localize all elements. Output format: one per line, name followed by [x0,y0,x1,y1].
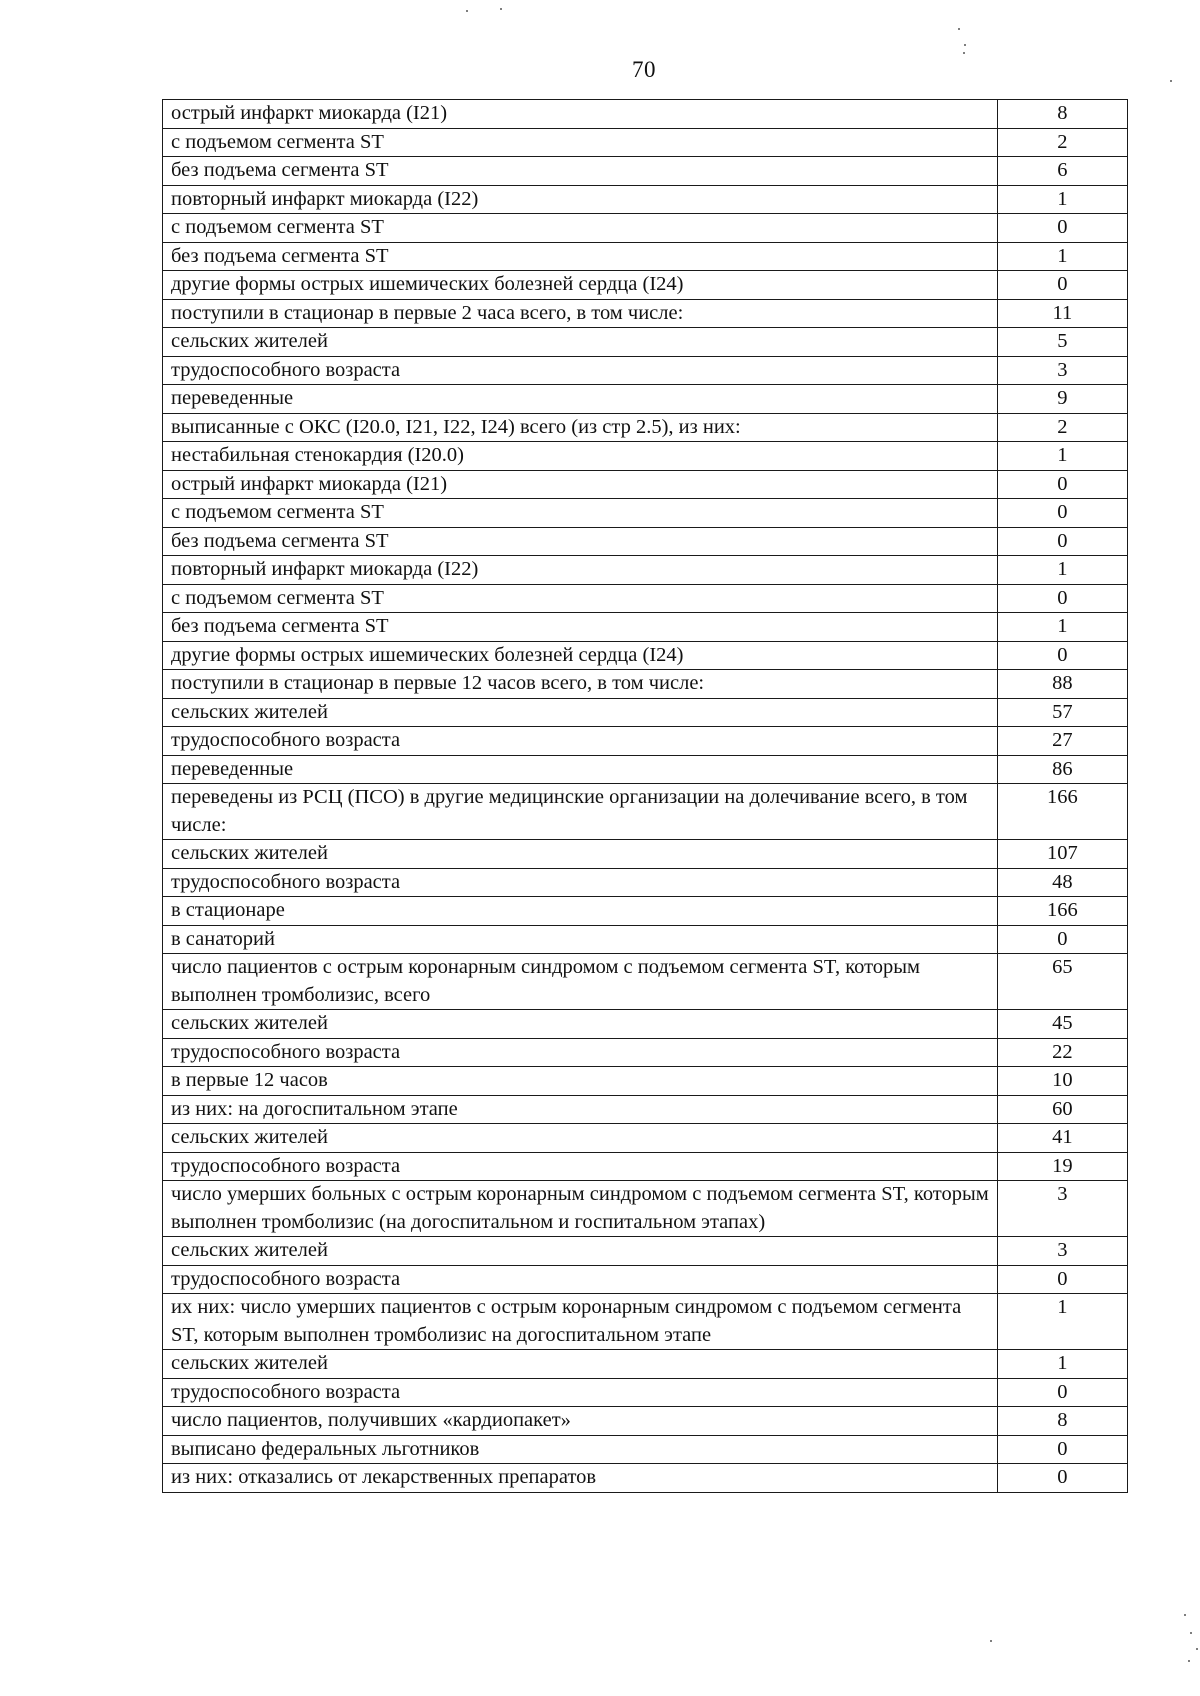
row-label: переведенные [163,385,998,414]
row-label: трудоспособного возраста [163,1265,998,1294]
row-label: выписано федеральных льготников [163,1435,998,1464]
row-label: число пациентов с острым коронарным синдромом с подъемом сегмента ST, которым выполнен тромболизис, всего [163,954,998,1010]
table-row [163,157,1128,186]
row-value: 0 [997,470,1127,499]
row-value: 22 [997,1038,1127,1067]
table-row [163,413,1128,442]
table-row [163,1407,1128,1436]
table-row [163,868,1128,897]
table-row [163,1378,1128,1407]
row-value: 3 [997,1181,1127,1237]
table-row [163,470,1128,499]
row-label: с подъемом сегмента ST [163,584,998,613]
row-label: переведенные [163,755,998,784]
row-value: 0 [997,1464,1127,1493]
row-value: 1 [997,185,1127,214]
row-label: переведены из РСЦ (ПСО) в другие медицинские организации на долечивание всего, в том числе: [163,784,998,840]
row-label: сельских жителей [163,1124,998,1153]
row-label: сельских жителей [163,1010,998,1039]
row-value: 88 [997,670,1127,699]
table-row [163,1067,1128,1096]
row-value: 8 [997,1407,1127,1436]
row-label: их них: число умерших пациентов с острым коронарным синдромом с подъемом сегмента ST, которым выполнен тромболизис на догоспитальном этапе [163,1294,998,1350]
table-row [163,1435,1128,1464]
row-label: трудоспособного возраста [163,1038,998,1067]
row-value: 5 [997,328,1127,357]
row-value: 45 [997,1010,1127,1039]
table-row [163,385,1128,414]
row-label: с подъемом сегмента ST [163,128,998,157]
table-row [163,1124,1128,1153]
table-row [163,784,1128,840]
table-row [163,698,1128,727]
table-row [163,185,1128,214]
row-label: число умерших больных с острым коронарным синдромом с подъемом сегмента ST, которым выполнен тромболизис (на догоспитальном и госпитальном этапах) [163,1181,998,1237]
table-row [163,755,1128,784]
table-row [163,214,1128,243]
row-value: 1 [997,1294,1127,1350]
row-label: из них: на догоспитальном этапе [163,1095,998,1124]
row-value: 1 [997,442,1127,471]
table-row [163,499,1128,528]
statistics-table-body [163,100,1128,1493]
row-value: 166 [997,897,1127,926]
table-row [163,584,1128,613]
statistics-table [162,99,1128,1493]
row-value: 166 [997,784,1127,840]
table-row [163,670,1128,699]
row-value: 27 [997,727,1127,756]
row-label: с подъемом сегмента ST [163,214,998,243]
row-label: сельских жителей [163,1350,998,1379]
row-value: 3 [997,1237,1127,1266]
row-value: 48 [997,868,1127,897]
table-row [163,1294,1128,1350]
row-value: 3 [997,356,1127,385]
row-label: с подъемом сегмента ST [163,499,998,528]
table-row [163,299,1128,328]
table-row [163,1010,1128,1039]
row-label: поступили в стационар в первые 2 часа всего, в том числе: [163,299,998,328]
table-row [163,1152,1128,1181]
table-row [163,128,1128,157]
row-label: в санаторий [163,925,998,954]
row-value: 0 [997,214,1127,243]
table-row [163,1038,1128,1067]
row-value: 0 [997,584,1127,613]
row-label: трудоспособного возраста [163,1152,998,1181]
row-value: 19 [997,1152,1127,1181]
row-label: повторный инфаркт миокарда (I22) [163,556,998,585]
table-row [163,1095,1128,1124]
row-value: 41 [997,1124,1127,1153]
row-label: трудоспособного возраста [163,868,998,897]
row-value: 8 [997,100,1127,129]
row-label: трудоспособного возраста [163,1378,998,1407]
table-row [163,897,1128,926]
row-label: трудоспособного возраста [163,356,998,385]
table-row [163,356,1128,385]
row-label: повторный инфаркт миокарда (I22) [163,185,998,214]
row-value: 0 [997,925,1127,954]
row-value: 60 [997,1095,1127,1124]
row-label: острый инфаркт миокарда (I21) [163,100,998,129]
row-label: сельских жителей [163,328,998,357]
row-value: 2 [997,128,1127,157]
row-label: поступили в стационар в первые 12 часов всего, в том числе: [163,670,998,699]
row-label: число пациентов, получивших «кардиопакет» [163,1407,998,1436]
row-value: 6 [997,157,1127,186]
row-value: 0 [997,1435,1127,1464]
table-row [163,727,1128,756]
table-row [163,1464,1128,1493]
row-label: сельских жителей [163,840,998,869]
table-row [163,328,1128,357]
row-label: в первые 12 часов [163,1067,998,1096]
page-number: 70 [632,57,656,82]
row-value: 86 [997,755,1127,784]
row-value: 9 [997,385,1127,414]
row-value: 1 [997,1350,1127,1379]
table-row [163,1265,1128,1294]
row-label: другие формы острых ишемических болезней сердца (I24) [163,641,998,670]
row-value: 0 [997,1378,1127,1407]
row-label: острый инфаркт миокарда (I21) [163,470,998,499]
row-label: нестабильная стенокардия (I20.0) [163,442,998,471]
table-row [163,100,1128,129]
row-value: 2 [997,413,1127,442]
row-value: 65 [997,954,1127,1010]
table-row [163,271,1128,300]
row-label: сельских жителей [163,1237,998,1266]
row-value: 0 [997,641,1127,670]
row-value: 1 [997,556,1127,585]
row-label: без подъема сегмента ST [163,157,998,186]
table-row [163,1350,1128,1379]
row-label: без подъема сегмента ST [163,527,998,556]
row-value: 1 [997,613,1127,642]
row-label: трудоспособного возраста [163,727,998,756]
table-row [163,1181,1128,1237]
row-label: без подъема сегмента ST [163,242,998,271]
row-value: 107 [997,840,1127,869]
table-row [163,954,1128,1010]
table-row [163,840,1128,869]
row-label: из них: отказались от лекарственных препаратов [163,1464,998,1493]
row-value: 57 [997,698,1127,727]
row-value: 0 [997,527,1127,556]
row-value: 1 [997,242,1127,271]
row-value: 10 [997,1067,1127,1096]
row-label: без подъема сегмента ST [163,613,998,642]
row-value: 11 [997,299,1127,328]
row-value: 0 [997,1265,1127,1294]
table-row [163,613,1128,642]
row-label: сельских жителей [163,698,998,727]
row-value: 0 [997,271,1127,300]
row-label: другие формы острых ишемических болезней сердца (I24) [163,271,998,300]
table-row [163,556,1128,585]
table-row [163,527,1128,556]
table-row [163,925,1128,954]
table-row [163,1237,1128,1266]
row-label: в стационаре [163,897,998,926]
row-value: 0 [997,499,1127,528]
table-row [163,442,1128,471]
table-row [163,641,1128,670]
row-label: выписанные с ОКС (I20.0, I21, I22, I24) всего (из стр 2.5), из них: [163,413,998,442]
table-row [163,242,1128,271]
